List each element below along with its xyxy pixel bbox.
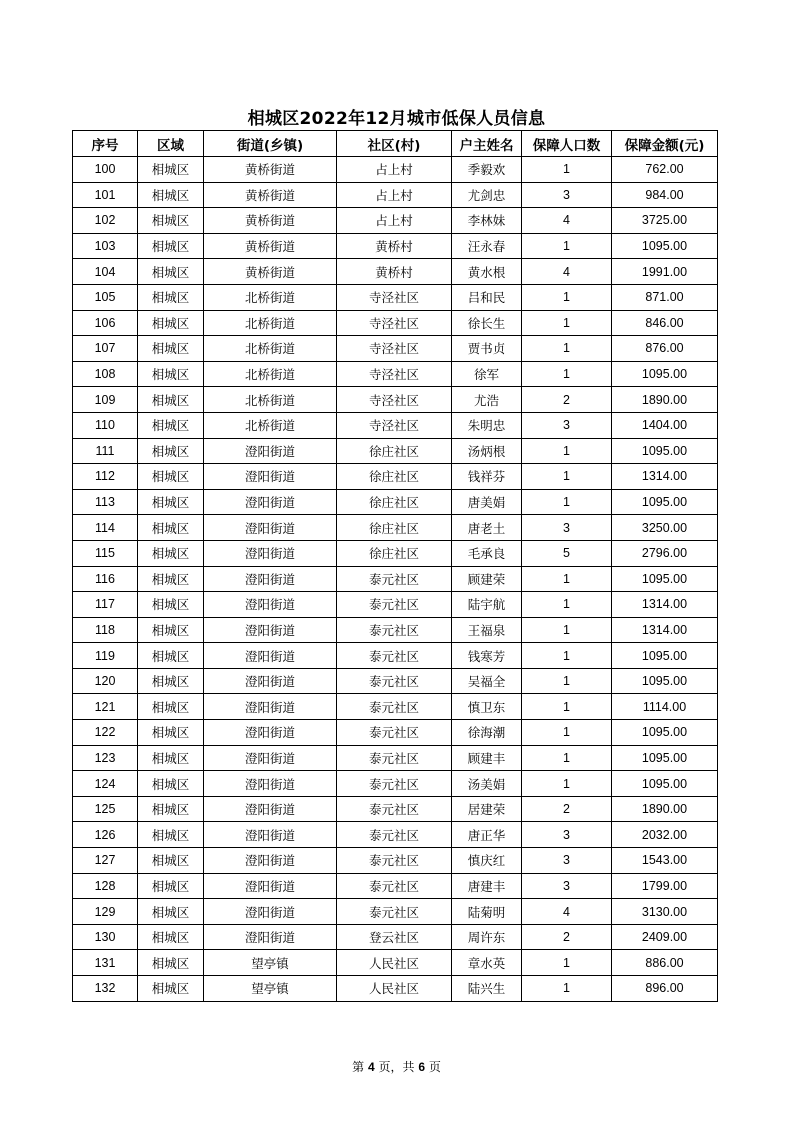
cell-index: 118 [73, 617, 138, 643]
cell-persons: 1 [522, 566, 612, 592]
cell-amount: 886.00 [612, 950, 718, 976]
cell-district: 相城区 [138, 233, 204, 259]
cell-amount: 1543.00 [612, 848, 718, 874]
cell-street: 澄阳街道 [204, 668, 337, 694]
cell-householder: 顾建荣 [452, 566, 522, 592]
cell-community: 黄桥村 [337, 233, 452, 259]
cell-index: 132 [73, 976, 138, 1002]
cell-community: 泰元社区 [337, 592, 452, 618]
table-row [73, 617, 718, 643]
cell-community: 寺泾社区 [337, 284, 452, 310]
cell-index: 119 [73, 643, 138, 669]
cell-persons: 5 [522, 540, 612, 566]
cell-community: 黄桥村 [337, 259, 452, 285]
table-row [73, 950, 718, 976]
col-header-index: 序号 [73, 131, 138, 157]
cell-index: 102 [73, 208, 138, 234]
cell-householder: 尤浩 [452, 387, 522, 413]
cell-street: 澄阳街道 [204, 464, 337, 490]
cell-householder: 黄水根 [452, 259, 522, 285]
cell-district: 相城区 [138, 361, 204, 387]
cell-street: 北桥街道 [204, 412, 337, 438]
cell-householder: 陆宇航 [452, 592, 522, 618]
cell-index: 109 [73, 387, 138, 413]
cell-community: 寺泾社区 [337, 412, 452, 438]
table-row [73, 873, 718, 899]
cell-amount: 1991.00 [612, 259, 718, 285]
cell-amount: 3130.00 [612, 899, 718, 925]
cell-householder: 唐正华 [452, 822, 522, 848]
cell-persons: 2 [522, 796, 612, 822]
cell-community: 泰元社区 [337, 694, 452, 720]
cell-amount: 1114.00 [612, 694, 718, 720]
table-row [73, 361, 718, 387]
cell-index: 110 [73, 412, 138, 438]
cell-street: 澄阳街道 [204, 796, 337, 822]
cell-persons: 1 [522, 464, 612, 490]
cell-index: 120 [73, 668, 138, 694]
col-header-amount: 保障金额(元) [612, 131, 718, 157]
cell-street: 望亭镇 [204, 950, 337, 976]
cell-amount: 1890.00 [612, 796, 718, 822]
cell-amount: 871.00 [612, 284, 718, 310]
cell-householder: 季毅欢 [452, 157, 522, 183]
col-header-street: 街道(乡镇) [204, 131, 337, 157]
cell-index: 131 [73, 950, 138, 976]
cell-community: 寺泾社区 [337, 361, 452, 387]
footer-page-number: 4 [367, 1060, 375, 1074]
cell-street: 北桥街道 [204, 336, 337, 362]
cell-index: 124 [73, 771, 138, 797]
page-title: 相城区2022年12月城市低保人员信息 [247, 109, 546, 129]
cell-amount: 1314.00 [612, 464, 718, 490]
cell-persons: 1 [522, 233, 612, 259]
cell-persons: 1 [522, 438, 612, 464]
cell-index: 117 [73, 592, 138, 618]
cell-index: 123 [73, 745, 138, 771]
cell-index: 101 [73, 182, 138, 208]
cell-householder: 徐长生 [452, 310, 522, 336]
cell-community: 人民社区 [337, 950, 452, 976]
table-row [73, 412, 718, 438]
cell-district: 相城区 [138, 284, 204, 310]
cell-street: 北桥街道 [204, 310, 337, 336]
cell-street: 黄桥街道 [204, 259, 337, 285]
cell-householder: 吴福全 [452, 668, 522, 694]
cell-index: 116 [73, 566, 138, 592]
cell-street: 澄阳街道 [204, 848, 337, 874]
table-row [73, 668, 718, 694]
cell-householder: 慎庆红 [452, 848, 522, 874]
cell-index: 107 [73, 336, 138, 362]
cell-community: 占上村 [337, 157, 452, 183]
cell-amount: 1095.00 [612, 668, 718, 694]
cell-street: 黄桥街道 [204, 208, 337, 234]
table-row [73, 310, 718, 336]
cell-householder: 朱明忠 [452, 412, 522, 438]
cell-district: 相城区 [138, 924, 204, 950]
cell-district: 相城区 [138, 643, 204, 669]
cell-street: 黄桥街道 [204, 182, 337, 208]
footer-total-pages: 6 [418, 1060, 425, 1074]
cell-community: 泰元社区 [337, 617, 452, 643]
table-row [73, 592, 718, 618]
header-row [73, 131, 718, 157]
cell-community: 泰元社区 [337, 848, 452, 874]
cell-community: 泰元社区 [337, 566, 452, 592]
cell-persons: 1 [522, 745, 612, 771]
cell-district: 相城区 [138, 438, 204, 464]
cell-street: 澄阳街道 [204, 566, 337, 592]
cell-district: 相城区 [138, 745, 204, 771]
cell-district: 相城区 [138, 515, 204, 541]
cell-district: 相城区 [138, 592, 204, 618]
cell-householder: 居建荣 [452, 796, 522, 822]
cell-amount: 1095.00 [612, 720, 718, 746]
table-row [73, 694, 718, 720]
cell-persons: 1 [522, 643, 612, 669]
cell-community: 泰元社区 [337, 822, 452, 848]
cell-index: 122 [73, 720, 138, 746]
cell-community: 徐庄社区 [337, 438, 452, 464]
cell-amount: 1799.00 [612, 873, 718, 899]
cell-persons: 3 [522, 515, 612, 541]
table-row [73, 771, 718, 797]
cell-district: 相城区 [138, 899, 204, 925]
cell-street: 黄桥街道 [204, 157, 337, 183]
cell-index: 113 [73, 489, 138, 515]
table-row [73, 259, 718, 285]
cell-householder: 汤炳根 [452, 438, 522, 464]
cell-community: 泰元社区 [337, 643, 452, 669]
cell-amount: 2796.00 [612, 540, 718, 566]
cell-street: 澄阳街道 [204, 438, 337, 464]
cell-persons: 4 [522, 259, 612, 285]
cell-householder: 唐建丰 [452, 873, 522, 899]
cell-amount: 984.00 [612, 182, 718, 208]
cell-amount: 2032.00 [612, 822, 718, 848]
cell-district: 相城区 [138, 489, 204, 515]
cell-community: 泰元社区 [337, 720, 452, 746]
table-row [73, 464, 718, 490]
cell-persons: 1 [522, 592, 612, 618]
cell-community: 占上村 [337, 182, 452, 208]
cell-amount: 762.00 [612, 157, 718, 183]
cell-street: 澄阳街道 [204, 771, 337, 797]
cell-street: 澄阳街道 [204, 694, 337, 720]
cell-householder: 徐海潮 [452, 720, 522, 746]
cell-householder: 顾建丰 [452, 745, 522, 771]
cell-street: 澄阳街道 [204, 617, 337, 643]
table-row [73, 284, 718, 310]
table-row [73, 566, 718, 592]
table-row [73, 976, 718, 1002]
table-row [73, 745, 718, 771]
cell-community: 寺泾社区 [337, 310, 452, 336]
table-row [73, 489, 718, 515]
cell-amount: 2409.00 [612, 924, 718, 950]
cell-persons: 2 [522, 924, 612, 950]
cell-street: 北桥街道 [204, 284, 337, 310]
cell-district: 相城区 [138, 310, 204, 336]
table-row [73, 540, 718, 566]
cell-amount: 1095.00 [612, 771, 718, 797]
table-row [73, 899, 718, 925]
cell-community: 泰元社区 [337, 899, 452, 925]
cell-street: 望亭镇 [204, 976, 337, 1002]
cell-index: 115 [73, 540, 138, 566]
cell-index: 127 [73, 848, 138, 874]
footer-middle: 页，共 [374, 1060, 419, 1074]
cell-amount: 1314.00 [612, 592, 718, 618]
cell-street: 澄阳街道 [204, 745, 337, 771]
col-header-district: 区域 [138, 131, 204, 157]
cell-householder: 唐美娟 [452, 489, 522, 515]
cell-community: 登云社区 [337, 924, 452, 950]
cell-index: 104 [73, 259, 138, 285]
table-row [73, 438, 718, 464]
cell-householder: 慎卫东 [452, 694, 522, 720]
cell-district: 相城区 [138, 182, 204, 208]
table-row [73, 822, 718, 848]
cell-amount: 1404.00 [612, 412, 718, 438]
cell-index: 108 [73, 361, 138, 387]
cell-community: 徐庄社区 [337, 540, 452, 566]
cell-persons: 1 [522, 284, 612, 310]
cell-persons: 1 [522, 157, 612, 183]
cell-persons: 1 [522, 976, 612, 1002]
cell-index: 111 [73, 438, 138, 464]
cell-amount: 876.00 [612, 336, 718, 362]
cell-persons: 3 [522, 412, 612, 438]
cell-community: 泰元社区 [337, 771, 452, 797]
cell-district: 相城区 [138, 822, 204, 848]
cell-street: 澄阳街道 [204, 540, 337, 566]
footer-suffix: 页 [425, 1060, 441, 1074]
cell-persons: 1 [522, 617, 612, 643]
cell-community: 泰元社区 [337, 796, 452, 822]
cell-street: 澄阳街道 [204, 515, 337, 541]
table-row [73, 515, 718, 541]
cell-community: 寺泾社区 [337, 387, 452, 413]
cell-community: 徐庄社区 [337, 489, 452, 515]
table-row [73, 387, 718, 413]
cell-street: 澄阳街道 [204, 924, 337, 950]
cell-persons: 3 [522, 848, 612, 874]
cell-district: 相城区 [138, 720, 204, 746]
cell-district: 相城区 [138, 464, 204, 490]
cell-index: 125 [73, 796, 138, 822]
table-row [73, 208, 718, 234]
cell-householder: 贾书贞 [452, 336, 522, 362]
cell-persons: 1 [522, 489, 612, 515]
table-row [73, 848, 718, 874]
cell-street: 澄阳街道 [204, 643, 337, 669]
cell-street: 澄阳街道 [204, 822, 337, 848]
cell-index: 114 [73, 515, 138, 541]
cell-householder: 章水英 [452, 950, 522, 976]
cell-amount: 1095.00 [612, 361, 718, 387]
cell-persons: 1 [522, 668, 612, 694]
col-header-persons: 保障人口数 [522, 131, 612, 157]
cell-amount: 1095.00 [612, 745, 718, 771]
cell-householder: 汤美娟 [452, 771, 522, 797]
cell-community: 泰元社区 [337, 873, 452, 899]
cell-persons: 1 [522, 950, 612, 976]
cell-district: 相城区 [138, 259, 204, 285]
cell-amount: 1095.00 [612, 489, 718, 515]
cell-persons: 3 [522, 822, 612, 848]
cell-persons: 1 [522, 310, 612, 336]
cell-amount: 896.00 [612, 976, 718, 1002]
cell-district: 相城区 [138, 412, 204, 438]
table-row [73, 924, 718, 950]
table-row [73, 643, 718, 669]
cell-persons: 4 [522, 899, 612, 925]
cell-district: 相城区 [138, 540, 204, 566]
cell-district: 相城区 [138, 387, 204, 413]
cell-householder: 周许东 [452, 924, 522, 950]
table-row [73, 233, 718, 259]
cell-persons: 1 [522, 361, 612, 387]
cell-householder: 李林妹 [452, 208, 522, 234]
cell-community: 徐庄社区 [337, 515, 452, 541]
cell-street: 澄阳街道 [204, 592, 337, 618]
cell-persons: 1 [522, 694, 612, 720]
cell-district: 相城区 [138, 208, 204, 234]
cell-index: 126 [73, 822, 138, 848]
cell-persons: 1 [522, 771, 612, 797]
cell-householder: 钱寒芳 [452, 643, 522, 669]
cell-amount: 1095.00 [612, 438, 718, 464]
cell-district: 相城区 [138, 668, 204, 694]
table-row [73, 157, 718, 183]
cell-householder: 尤剑忠 [452, 182, 522, 208]
cell-community: 泰元社区 [337, 745, 452, 771]
cell-persons: 3 [522, 182, 612, 208]
cell-amount: 1314.00 [612, 617, 718, 643]
cell-community: 徐庄社区 [337, 464, 452, 490]
cell-community: 寺泾社区 [337, 336, 452, 362]
cell-householder: 汪永春 [452, 233, 522, 259]
cell-householder: 徐军 [452, 361, 522, 387]
cell-street: 黄桥街道 [204, 233, 337, 259]
cell-householder: 陆兴生 [452, 976, 522, 1002]
cell-index: 112 [73, 464, 138, 490]
cell-persons: 2 [522, 387, 612, 413]
cell-district: 相城区 [138, 950, 204, 976]
cell-amount: 3725.00 [612, 208, 718, 234]
footer-prefix: 第 [352, 1060, 368, 1074]
cell-street: 北桥街道 [204, 361, 337, 387]
cell-index: 106 [73, 310, 138, 336]
cell-persons: 1 [522, 720, 612, 746]
cell-persons: 3 [522, 873, 612, 899]
page-footer [0, 1058, 793, 1075]
cell-street: 澄阳街道 [204, 899, 337, 925]
cell-index: 129 [73, 899, 138, 925]
table-row [73, 182, 718, 208]
table-row [73, 796, 718, 822]
cell-district: 相城区 [138, 157, 204, 183]
low-income-table [72, 130, 718, 1002]
cell-amount: 3250.00 [612, 515, 718, 541]
cell-district: 相城区 [138, 771, 204, 797]
cell-district: 相城区 [138, 336, 204, 362]
cell-street: 澄阳街道 [204, 873, 337, 899]
cell-persons: 4 [522, 208, 612, 234]
cell-street: 澄阳街道 [204, 720, 337, 746]
col-header-householder: 户主姓名 [452, 131, 522, 157]
cell-community: 人民社区 [337, 976, 452, 1002]
cell-district: 相城区 [138, 617, 204, 643]
cell-index: 128 [73, 873, 138, 899]
table-body [73, 157, 718, 1002]
cell-street: 澄阳街道 [204, 489, 337, 515]
cell-index: 103 [73, 233, 138, 259]
table-row [73, 720, 718, 746]
cell-index: 105 [73, 284, 138, 310]
cell-amount: 1095.00 [612, 233, 718, 259]
cell-district: 相城区 [138, 796, 204, 822]
cell-district: 相城区 [138, 694, 204, 720]
cell-district: 相城区 [138, 976, 204, 1002]
cell-householder: 陆菊明 [452, 899, 522, 925]
cell-householder: 毛承良 [452, 540, 522, 566]
cell-index: 100 [73, 157, 138, 183]
cell-index: 130 [73, 924, 138, 950]
cell-householder: 唐老土 [452, 515, 522, 541]
cell-district: 相城区 [138, 848, 204, 874]
cell-householder: 吕和民 [452, 284, 522, 310]
cell-district: 相城区 [138, 566, 204, 592]
cell-community: 占上村 [337, 208, 452, 234]
cell-householder: 钱祥芬 [452, 464, 522, 490]
cell-amount: 1095.00 [612, 643, 718, 669]
col-header-community: 社区(村) [337, 131, 452, 157]
cell-street: 北桥街道 [204, 387, 337, 413]
table-row [73, 336, 718, 362]
cell-householder: 王福泉 [452, 617, 522, 643]
cell-district: 相城区 [138, 873, 204, 899]
cell-amount: 1890.00 [612, 387, 718, 413]
cell-community: 泰元社区 [337, 668, 452, 694]
cell-persons: 1 [522, 336, 612, 362]
cell-amount: 846.00 [612, 310, 718, 336]
cell-index: 121 [73, 694, 138, 720]
cell-amount: 1095.00 [612, 566, 718, 592]
